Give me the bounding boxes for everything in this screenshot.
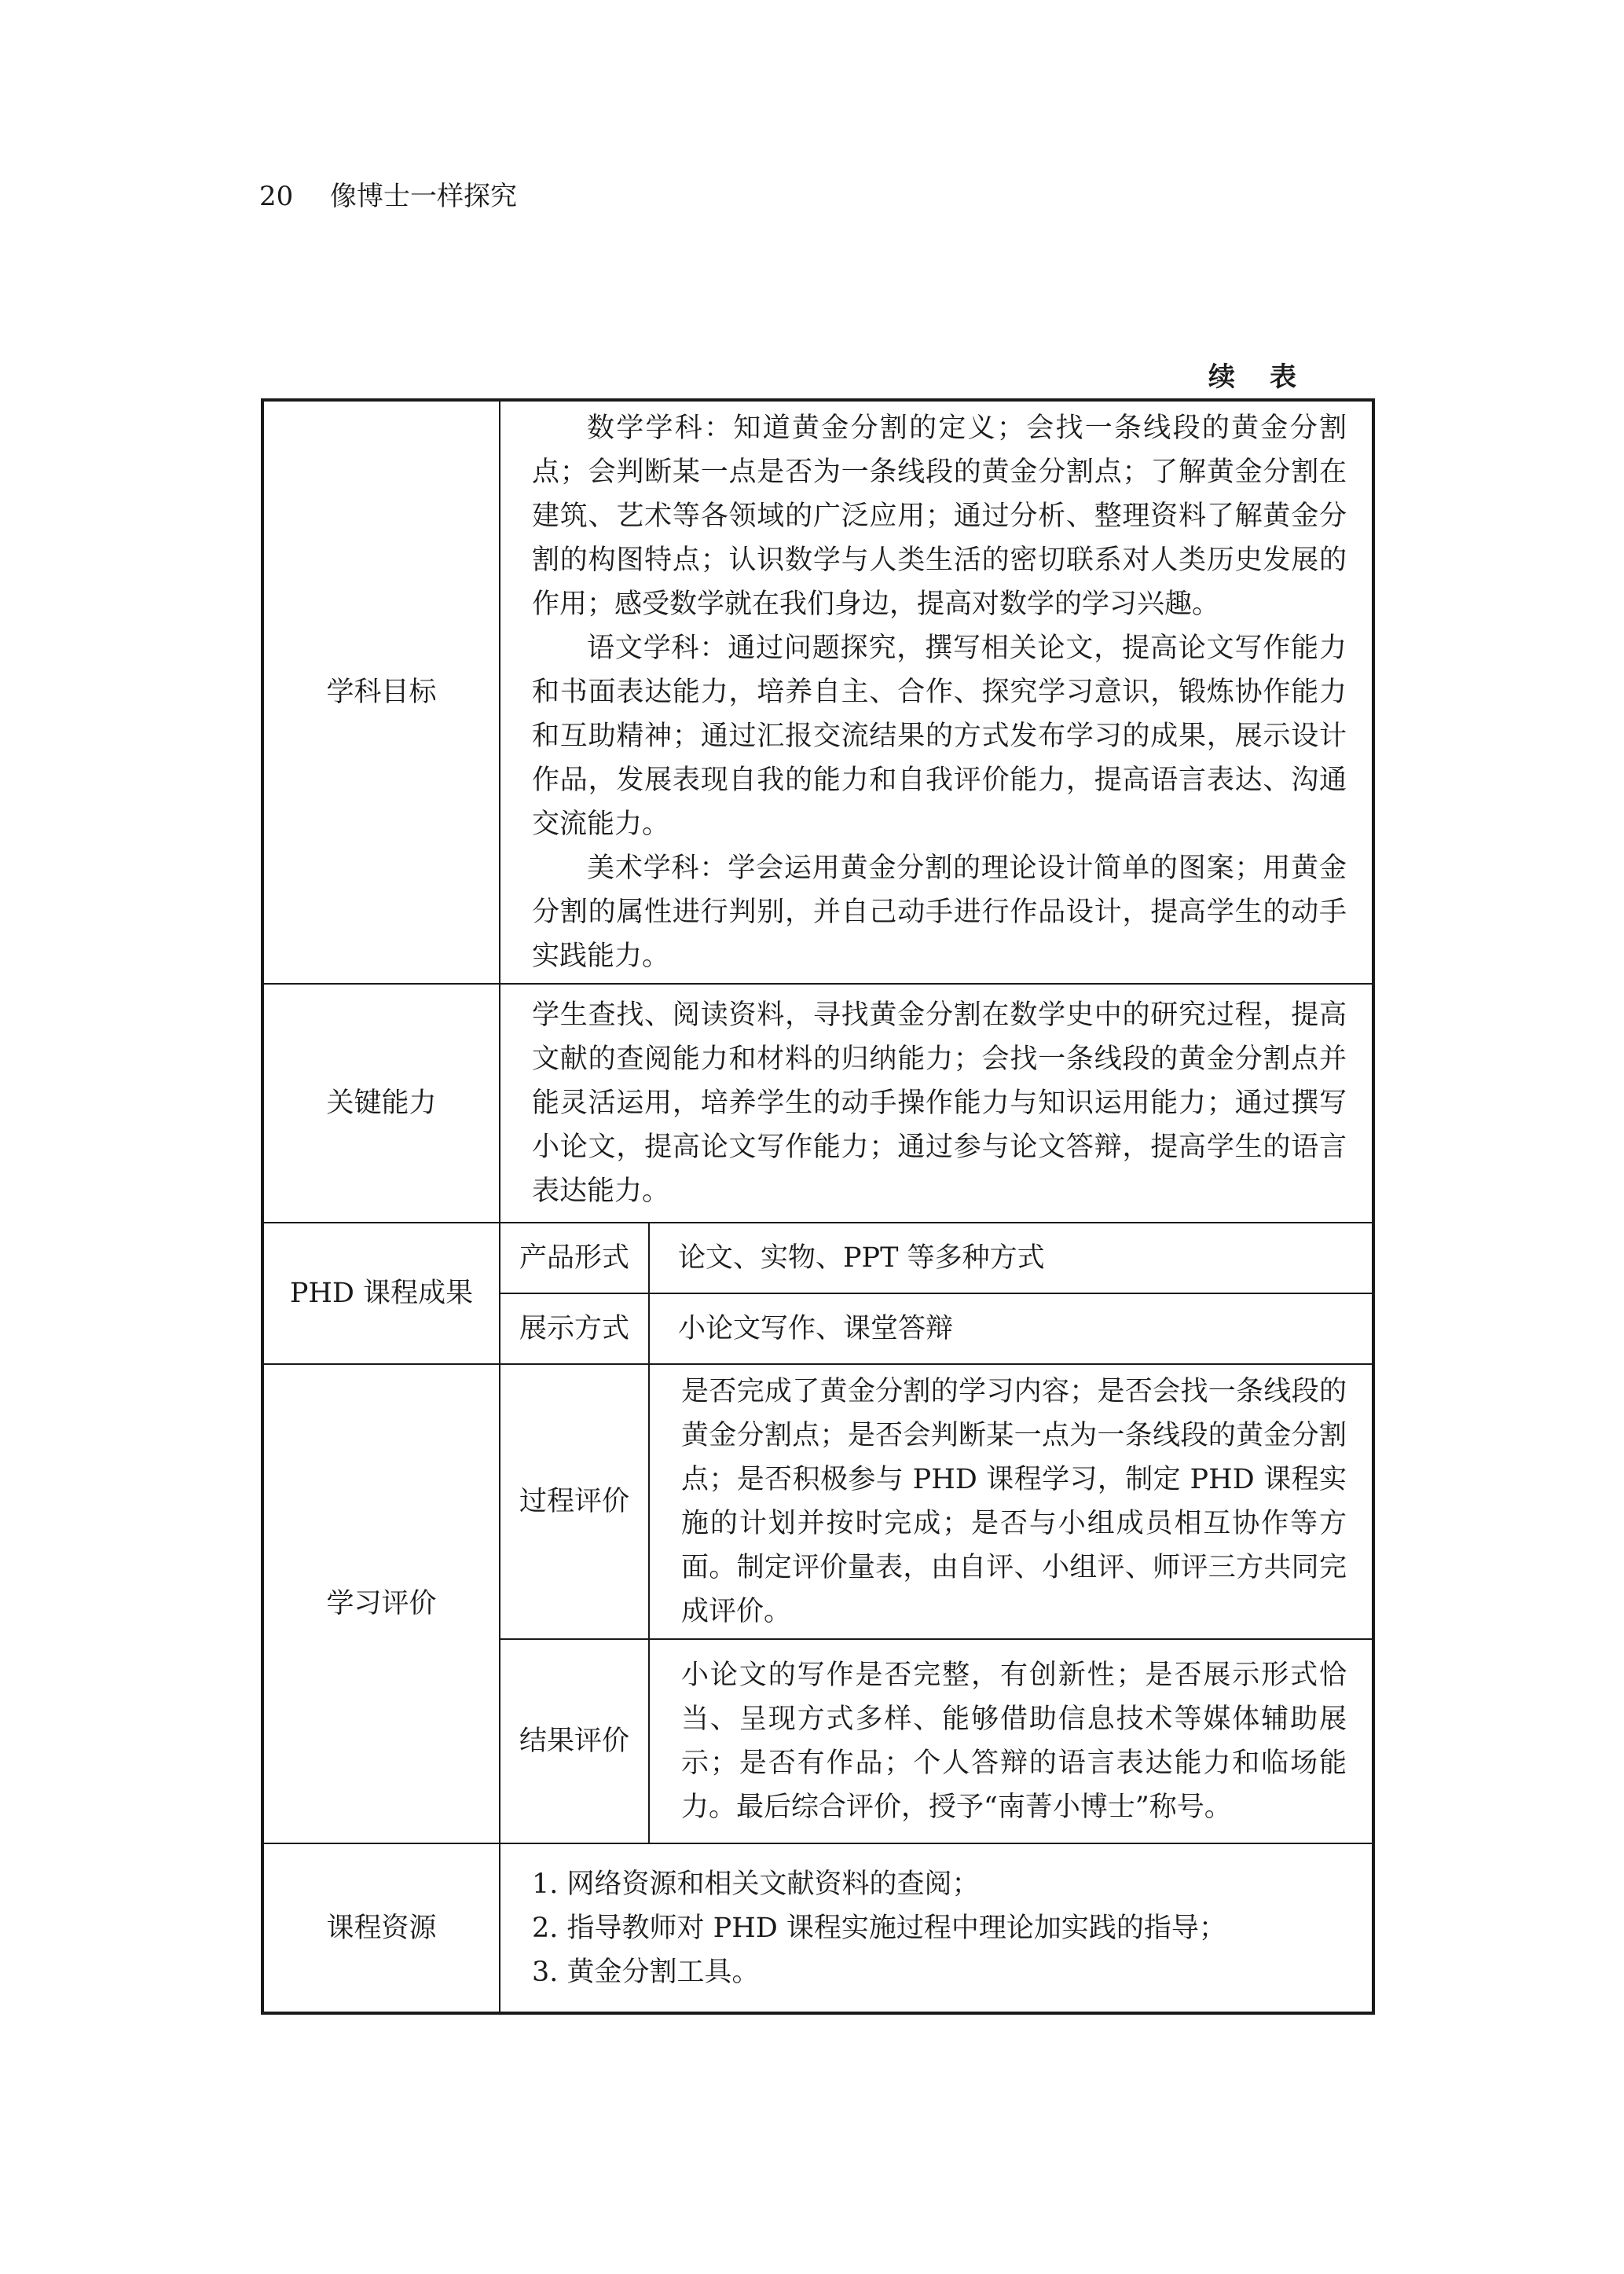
row-phd-product-form (262, 1223, 1373, 1293)
product-form-value: 论文、实物、PPT 等多种方式 (649, 1223, 1373, 1293)
label-display-method: 展示方式 (500, 1293, 649, 1364)
list-item: 3. 黄金分割工具。 (532, 1956, 760, 1988)
row-process-evaluation (262, 1364, 1373, 1639)
row-subject-goals (262, 400, 1373, 984)
list-item: 2. 指导教师对 PHD 课程实施过程中理论加实践的指导； (532, 1912, 1226, 1944)
display-method-value: 小论文写作、课堂答辩 (649, 1293, 1373, 1364)
table-continued-caption: 续表 (1208, 361, 1331, 393)
list-item: 1. 网络资源和相关文献资料的查阅； (532, 1868, 980, 1900)
label-key-abilities: 关键能力 (262, 984, 500, 1223)
page-number: 20 (259, 181, 294, 212)
row-key-abilities (262, 984, 1373, 1223)
key-abilities-text: 学生查找、阅读资料，寻找黄金分割在数学史中的研究过程，提高文献的查阅能力和材料的归纳能力；会找一条线段的黄金分割点并能灵活运用，培养学生的动手操作能力与知识运用能力；通过撰写小论文，提高论文写作能力；通过参与论文答辩，提高学生的语言表达能力。 (500, 984, 1373, 1223)
label-result-evaluation: 结果评价 (500, 1639, 649, 1843)
subject-goals-content (500, 400, 1373, 984)
resources-list (500, 1843, 1373, 2013)
label-subject-goals: 学科目标 (262, 400, 500, 984)
row-resources (262, 1843, 1373, 2013)
chinese-goal: 语文学科：通过问题探究，撰写相关论文，提高论文写作能力和书面表达能力，培养自主、合作、探究学习意识，锻炼协作能力和互助精神；通过汇报交流结果的方式发布学习的成果，展示设计作品，发展表现自我的能力和自我评价能力，提高语言表达、沟通交流能力。 (532, 633, 1347, 840)
running-title: 像博士一样探究 (330, 181, 517, 212)
running-header (259, 181, 517, 212)
math-goal: 数学学科：知道黄金分割的定义；会找一条线段的黄金分割点；会判断某一点是否为一条线段的黄金分割点；了解黄金分割在建筑、艺术等各领域的广泛应用；通过分析、整理资料了解黄金分割的构图特点；认识数学与人类生活的密切联系对人类历史发展的作用；感受数学就在我们身边，提高对数学的学习兴趣。 (532, 413, 1347, 620)
result-evaluation-text: 小论文的写作是否完整，有创新性；是否展示形式恰当、呈现方式多样、能够借助信息技术等媒体辅助展示；是否有作品；个人答辩的语言表达能力和临场能力。最后综合评价，授予“南菁小博士”称号。 (649, 1639, 1373, 1843)
process-evaluation-text: 是否完成了黄金分割的学习内容；是否会找一条线段的黄金分割点；是否会判断某一点为一条线段的黄金分割点；是否积极参与 PHD 课程学习，制定 PHD 课程实施的计划并按时完成；是否与小组成员相互协作等方面。制定评价量表，由自评、小组评、师评三方共同完成评价。 (649, 1364, 1373, 1639)
label-phd-outcomes: PHD 课程成果 (262, 1223, 500, 1364)
art-goal: 美术学科：学会运用黄金分割的理论设计简单的图案；用黄金分割的属性进行判别，并自己动手进行作品设计，提高学生的动手实践能力。 (532, 853, 1347, 972)
course-design-table (261, 398, 1375, 2015)
label-learning-evaluation: 学习评价 (262, 1364, 500, 1843)
label-resources: 课程资源 (262, 1843, 500, 2013)
label-process-evaluation: 过程评价 (500, 1364, 649, 1639)
label-product-form: 产品形式 (500, 1223, 649, 1293)
